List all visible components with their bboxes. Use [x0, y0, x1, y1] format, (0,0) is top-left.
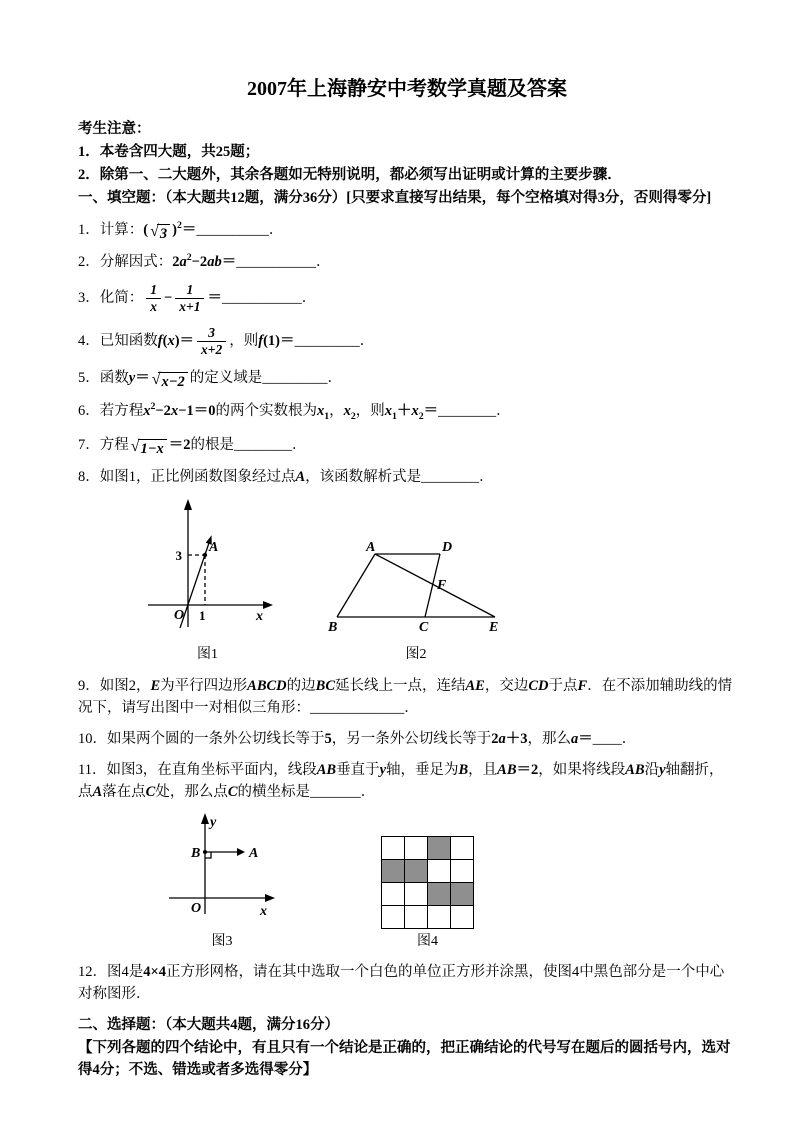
fig1-label-x: x: [256, 609, 263, 625]
text-segment: 的根是: [190, 436, 235, 453]
math-segment: y: [128, 369, 136, 386]
radical-sign-icon: √: [150, 222, 159, 240]
radical-sign-icon: √: [151, 370, 161, 388]
math-segment: x: [316, 402, 325, 419]
text-segment: 沿: [644, 761, 660, 778]
text-segment: ．: [315, 254, 331, 271]
text-segment: 延长线上一点，连结: [335, 677, 466, 694]
math-segment: F: [577, 677, 588, 694]
grid-cell-r1c1: [405, 860, 427, 882]
answer-blank: _______: [310, 783, 361, 800]
text-segment: 的边: [286, 677, 316, 694]
text-segment: 8．如图1，正比例函数图象经过点: [78, 469, 296, 486]
subscript: 1: [392, 410, 397, 422]
text-segment: ，且: [468, 761, 498, 778]
answer-blank: ________: [438, 402, 497, 419]
fig3-label-b: B: [191, 845, 201, 861]
grid-cell-r2c1: [405, 883, 427, 905]
text-segment: ，另一条外公切线长等于: [331, 730, 492, 747]
fig1-label-1: 1: [199, 608, 206, 624]
fig3-label-y: y: [210, 814, 217, 830]
fig4-caption: 图4: [417, 933, 438, 949]
math-segment: 4×4: [143, 963, 167, 980]
math-segment: x: [411, 402, 419, 419]
radical-sign-icon: √: [130, 437, 140, 455]
math-segment: AB: [497, 761, 517, 778]
math-segment: a: [498, 730, 506, 747]
text-segment: 11．如图3，在直角坐标平面内，线段: [78, 761, 317, 778]
question-11: [78, 759, 736, 803]
answer-blank: ___________: [221, 290, 302, 307]
answer-blank: ________: [234, 436, 293, 453]
notice-item-2: 2．除第一、二大题外，其余各题如无特别说明，都必须写出证明或计算的主要步骤．: [78, 167, 622, 184]
text-segment: ．: [359, 332, 375, 349]
fraction-numerator: 1: [175, 282, 204, 299]
fig1-graph: [140, 497, 275, 635]
text-segment: 于点: [548, 677, 578, 694]
text-segment: ．: [621, 730, 637, 747]
math-segment: −2: [155, 402, 171, 419]
radical: [131, 438, 167, 458]
math-segment: 2: [491, 730, 499, 747]
math-segment: )＝: [174, 332, 195, 349]
fig1-label-a: A: [209, 540, 219, 556]
fig1-y-arrow: [184, 499, 192, 510]
text-segment: 轴，垂足为: [386, 761, 459, 778]
fig3-caption: 图3: [211, 933, 233, 949]
radical: [150, 223, 170, 243]
math-segment: x: [170, 402, 179, 419]
section2-heading: 二、选择题：（本大题共4题，满分16分）: [78, 1017, 339, 1034]
fig2-label-b: B: [328, 620, 338, 636]
answer-blank: ________: [421, 469, 480, 486]
grid-cell-r2c0: [382, 883, 404, 905]
text-segment: 2．分解因式：: [78, 254, 173, 271]
fig1-label-o: O: [174, 608, 185, 624]
text-segment: ．: [404, 699, 419, 716]
math-segment: −: [164, 290, 173, 307]
fig3-label-o: O: [191, 900, 202, 916]
radicand: 1−x: [138, 439, 167, 458]
text-segment: 的横坐标是: [237, 783, 311, 800]
answer-blank: _________: [294, 332, 360, 349]
math-segment: AB: [625, 761, 645, 778]
question-9: [78, 675, 736, 719]
text-segment: ，则: [355, 402, 385, 419]
grid-cell-r1c3: [451, 860, 473, 882]
figure-3: [163, 812, 281, 952]
fig3-label-x: x: [260, 903, 267, 919]
math-segment: ＝2: [516, 761, 539, 778]
fraction-denominator: x: [150, 299, 157, 315]
text-segment: 5．函数: [78, 369, 129, 386]
fig4-grid: [381, 836, 474, 929]
text-segment: 垂直于: [336, 761, 380, 778]
notice-item-1: 1．本卷含四大题，共25题；: [78, 144, 260, 161]
exponent: 2: [150, 400, 156, 412]
text-segment: 12．图4是: [78, 963, 144, 980]
fig3-graph: [163, 812, 281, 922]
answer-blank: __________: [196, 221, 269, 238]
math-segment: ab: [207, 254, 222, 271]
question-5: [78, 367, 736, 391]
text-segment: 7．方程: [78, 436, 129, 453]
math-segment: a: [179, 254, 187, 271]
fig1-x-arrow: [263, 601, 273, 609]
math-segment: A: [295, 469, 306, 486]
grid-cell-r1c2: [428, 860, 450, 882]
fig2-label-d: D: [442, 540, 453, 556]
text-segment: 轴翻折，点: [78, 761, 724, 800]
math-segment: ＋3: [505, 730, 528, 747]
math-segment: BC: [315, 677, 336, 694]
page-title: 2007年上海静安中考数学真题及答案: [247, 78, 567, 100]
text-segment: ．: [479, 469, 494, 486]
text-segment: ，则: [229, 332, 259, 349]
figure-row-2: [163, 812, 736, 952]
figure-2: [325, 539, 507, 665]
math-segment: ＝: [207, 290, 222, 307]
fig2-label-f: F: [437, 578, 447, 594]
subscript: 2: [418, 410, 424, 422]
math-segment: CD: [528, 677, 549, 694]
subscript: 2: [350, 410, 356, 422]
fig2-label-e: E: [489, 620, 499, 636]
math-segment: ＝: [578, 730, 593, 747]
text-segment: ．: [327, 369, 342, 386]
text-segment: ．: [360, 783, 376, 800]
math-segment: y: [659, 761, 666, 778]
fig2-label-a: A: [366, 540, 376, 556]
fraction-denominator: x+2: [201, 341, 223, 357]
grid-cell-r0c2: [428, 837, 450, 859]
fig3-segment-arrow: [237, 848, 245, 856]
answer-blank: ____: [592, 730, 622, 747]
math-segment: f: [157, 332, 163, 349]
question-10: [78, 728, 736, 750]
text-segment: 1．计算：: [78, 221, 144, 238]
question-12: [78, 961, 736, 1005]
math-segment: x: [143, 402, 151, 419]
math-segment: (: [143, 221, 149, 238]
fig3-y-arrow: [201, 813, 209, 824]
grid-cell-r2c2: [428, 883, 450, 905]
text-segment: 的定义域是: [189, 369, 263, 386]
grid-cell-r3c1: [405, 906, 427, 928]
text-segment: ．: [292, 436, 307, 453]
math-segment: ): [172, 221, 177, 238]
math-segment: (: [162, 332, 168, 349]
section2-note: 【下列各题的四个结论中，有且只有一个结论是正确的，把正确结论的代号写在题后的圆括号内，选对得4分；不选、错选或者多选得零分】: [78, 1040, 731, 1079]
fraction-denominator: x+1: [179, 299, 201, 315]
text-segment: ，那么: [527, 730, 571, 747]
text-segment: ，交边: [484, 677, 529, 694]
fig3-x-arrow: [265, 894, 275, 902]
math-segment: ABCD: [247, 677, 287, 694]
math-segment: x: [384, 402, 393, 419]
math-segment: E: [150, 677, 161, 694]
text-segment: 10．如果两个圆的一条外公切线长等于: [78, 730, 325, 747]
text-segment: 正方形网格，请在其中选取一个白色的单位正方形并涂黑，使图4中黑色部分是一个中心对称图形．: [78, 963, 725, 1002]
text-segment: 4．已知函数: [78, 332, 158, 349]
math-segment: −2: [191, 254, 208, 271]
fraction: [197, 325, 226, 358]
math-segment: 5: [324, 730, 332, 747]
answer-blank: _________: [262, 369, 328, 386]
radicand: x−2: [158, 372, 187, 391]
math-segment: AB: [316, 761, 337, 778]
grid-cell-r0c0: [382, 837, 404, 859]
question-7: [78, 434, 736, 458]
radicand: 3: [157, 224, 170, 243]
math-segment: B: [458, 761, 469, 778]
text-segment: ，该函数解析式是: [305, 469, 422, 486]
question-1: [78, 219, 736, 243]
section1-heading: 一、填空题：（本大题共12题，满分36分）[只要求直接写出结果，每个空格填对得3分，否则得零分]: [78, 190, 712, 207]
text-segment: ．: [268, 221, 284, 238]
fig2-parallelogram: [325, 539, 507, 635]
fig2-side-ab: [337, 554, 375, 617]
fig1-point-a-dot: [203, 553, 207, 557]
text-segment: 9．如图2，: [78, 677, 151, 694]
grid-cell-r1c0: [382, 860, 404, 882]
grid-cell-r3c3: [451, 906, 473, 928]
math-segment: ＝: [221, 254, 237, 271]
text-segment: 处，那么点: [155, 783, 228, 800]
fig3-point-b-dot: [203, 850, 207, 854]
math-segment: A: [92, 783, 103, 800]
subscript: 1: [324, 410, 330, 422]
math-segment: f: [258, 332, 264, 349]
question-6: [78, 400, 736, 425]
text-segment: ，: [329, 402, 344, 419]
fraction: [175, 282, 204, 315]
math-segment: ＝: [181, 221, 197, 238]
math-segment: a: [571, 730, 579, 747]
radical: [152, 371, 188, 391]
math-segment: C: [145, 783, 156, 800]
question-2: [78, 251, 736, 273]
notice-heading: 考生注意：: [78, 121, 151, 138]
text-segment: 落在点: [102, 783, 146, 800]
grid-cell-r0c3: [451, 837, 473, 859]
fraction-numerator: 1: [146, 282, 161, 299]
text-segment: 3．化简：: [78, 290, 144, 307]
math-segment: x: [167, 332, 175, 349]
question-8: [78, 466, 736, 488]
grid-cell-r0c1: [405, 837, 427, 859]
math-segment: 2: [172, 254, 180, 271]
figure-row-1: [140, 497, 736, 665]
math-segment: y: [379, 761, 386, 778]
math-segment: ＝2: [168, 436, 191, 453]
grid-cell-r3c0: [382, 906, 404, 928]
fig1-caption: 图1: [197, 647, 218, 663]
answer-blank: _____________: [310, 699, 405, 716]
exponent: 2: [186, 252, 192, 264]
fig1-label-3: 3: [175, 548, 182, 564]
text-segment: ，如果将线段: [538, 761, 626, 778]
fig3-label-a: A: [249, 845, 259, 861]
figure-4: [381, 836, 474, 952]
fig2-label-c: C: [419, 620, 429, 636]
grid-cell-r2c3: [451, 883, 473, 905]
fig2-line-ae: [375, 554, 495, 617]
fraction-numerator: 3: [197, 325, 226, 342]
exponent: 2: [176, 219, 182, 231]
math-segment: −1＝0: [178, 402, 216, 419]
figure-1: [140, 497, 275, 665]
text-segment: ．在不添加辅助线的情况下，请写出图中一对相似三角形：: [78, 677, 733, 716]
text-segment: 为平行四边形: [160, 677, 248, 694]
math-segment: x: [343, 402, 351, 419]
text-segment: ．: [496, 402, 511, 419]
fraction: [146, 282, 161, 315]
math-segment: AE: [465, 677, 485, 694]
text-segment: 6．若方程: [78, 402, 144, 419]
answer-blank: ___________: [236, 254, 316, 271]
math-segment: (1)＝: [263, 332, 295, 349]
math-segment: ＋: [396, 402, 412, 419]
question-4: [78, 325, 736, 358]
math-segment: ＝: [423, 402, 439, 419]
math-segment: ＝: [135, 369, 150, 386]
grid-cell-r3c2: [428, 906, 450, 928]
math-segment: C: [227, 783, 238, 800]
text-segment: 的两个实数根为: [215, 402, 317, 419]
question-3: [78, 282, 736, 315]
fig2-caption: 图2: [405, 647, 427, 663]
text-segment: ．: [301, 290, 317, 307]
